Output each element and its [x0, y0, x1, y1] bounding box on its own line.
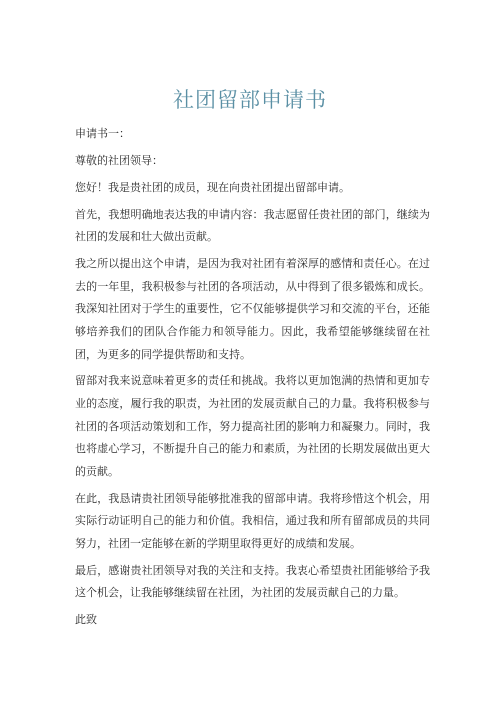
paragraph-thanks: 最后，感谢贵社团领导对我的关注和支持。我衷心希望贵社团能够给予我这个机会，让我能够继续留在社团，为社团的发展贡献自己的力量。 [75, 563, 430, 600]
paragraph-reason: 我之所以提出这个申请，是因为我对社团有着深厚的感情和责任心。在过去的一年里，我积极参与社团的各项活动，从中得到了很多锻炼和成长。我深知社团对于学生的重要性，它不仅能够提供学习和交流的平台，还能够培养我们的团队合作能力和领导能力。因此，我希望能够继续留在社团，为更多的同学提供帮助和支持。 [75, 257, 430, 361]
paragraph-request: 在此，我恳请贵社团领导能够批准我的留部申请。我将珍惜这个机会，用实际行动证明自己的能力和价值。我相信，通过我和所有留部成员的共同努力，社团一定能够在新的学期里取得更好的成绩和发展。 [75, 491, 430, 550]
closing: 此致 [75, 613, 97, 627]
document-body [75, 123, 430, 636]
salutation: 尊敬的社团领导： [75, 153, 163, 167]
greeting-heading: 申请书一： [75, 127, 130, 140]
document-title: 社团留部申请书 [173, 88, 327, 112]
paragraph-purpose: 首先，我想明确地表达我的申请内容：我志愿留任贵社团的部门，继续为社团的发展和壮大做出贡献。 [75, 207, 430, 244]
paragraph-commitment: 留部对我来说意味着更多的责任和挑战。我将以更加饱满的热情和更加专业的态度，履行我的职责，为社团的发展贡献自己的力量。我将积极参与社团的各项活动策划和工作，努力提高社团的影响力和凝聚力。同时，我也将虚心学习，不断提升自己的能力和素质，为社团的长期发展做出更大的贡献。 [75, 374, 430, 478]
opening-line: 您好！我是贵社团的成员，现在向贵社团提出留部申请。 [75, 180, 350, 194]
